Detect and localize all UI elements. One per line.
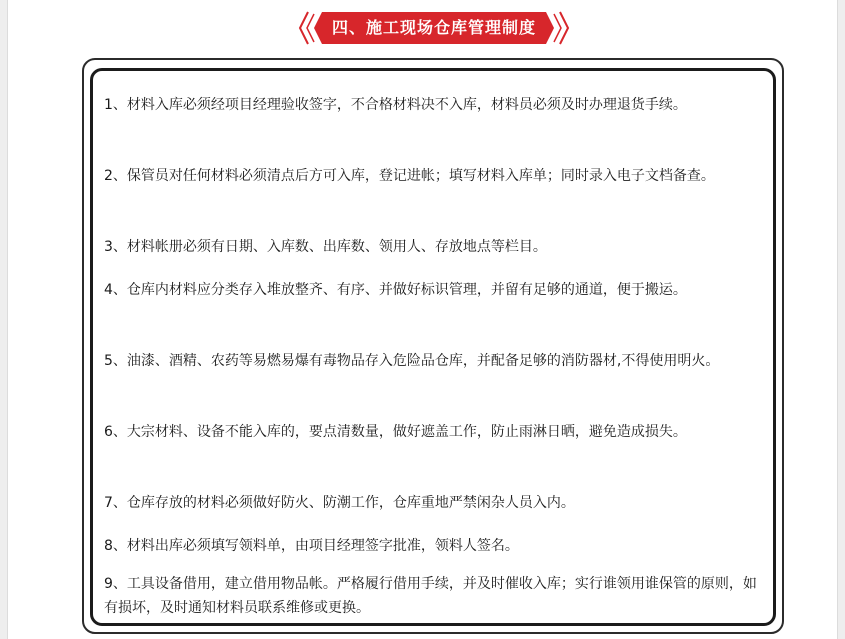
rule-item-7: 7、仓库存放的材料必须做好防火、防潮工作，仓库重地严禁闲杂人员入内。: [104, 495, 575, 511]
page-left-edge: [0, 0, 8, 639]
rule-item-6: 6、大宗材料、设备不能入库的，要点清数量，做好遮盖工作，防止雨淋日晒，避免造成损失。: [104, 424, 687, 440]
page-right-edge: [837, 0, 845, 639]
rule-item-1: 1、材料入库必须经项目经理验收签字，不合格材料决不入库，材料员必须及时办理退货手续。: [104, 97, 687, 113]
rule-item-4: 4、仓库内材料应分类存入堆放整齐、有序、并做好标识管理，并留有足够的通道，便于搬运。: [104, 282, 687, 298]
section-title-banner: [296, 10, 572, 46]
section-title: 四、施工现场仓库管理制度: [331, 18, 536, 37]
rule-item-9: 9、工具设备借用，建立借用物品帐。严格履行借用手续，并及时催收入库；实行谁领用谁保管的原则，如有损坏，及时通知材料员联系维修或更换。: [104, 576, 757, 616]
rule-item-5: 5、油漆、酒精、农药等易燃易爆有毒物品存入危险品仓库，并配备足够的消防器材,不得使用明火。: [104, 353, 720, 369]
rule-item-8: 8、材料出库必须填写领料单，由项目经理签字批准，领料人签名。: [104, 538, 519, 554]
rules-inner-frame: [90, 68, 776, 626]
rule-item-3: 3、材料帐册必须有日期、入库数、出库数、领用人、存放地点等栏目。: [104, 239, 547, 255]
rule-item-2: 2、保管员对任何材料必须清点后方可入库，登记进帐；填写材料入库单；同时录入电子文档备查。: [104, 168, 715, 184]
rules-outer-frame: [82, 58, 784, 634]
